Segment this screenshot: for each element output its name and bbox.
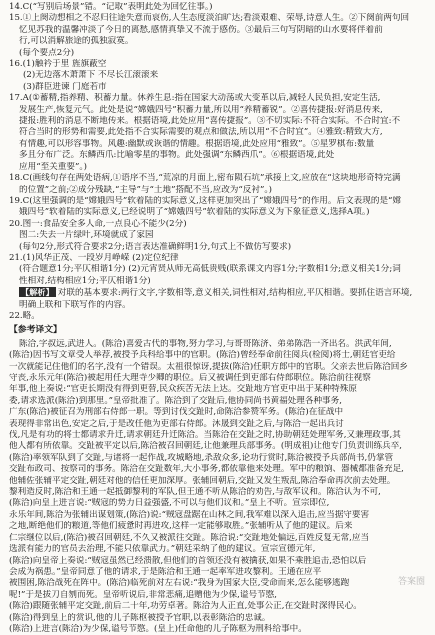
answer-line: (3)群臣进谏 门庭若市 <box>23 81 107 92</box>
translation-line: 守丧,永乐元年(陈洽)被起用任大理寺少卿的职位。后又被调任到吏部右侍郎职位。陈洽前往视察 <box>9 373 371 383</box>
translation-line: 一次就能记住他们的名字,没有一个错误。太祖很惊讶,提拔(陈洽)任职方郎中的官职。父亲去世后陈洽回乡 <box>9 361 408 372</box>
analysis-text: 对联的基本要求:两行文字,字数相等,意义相关,词性相对,结构相应,平仄相谐。要抓住语言环境, <box>57 288 413 299</box>
answer-line: 21.(1)风华正茂、一段岁月峥嵘 (2)定位纪律 <box>9 252 179 263</box>
answer-line: 19.C(这里强调的是“嫦娥四号”软着陆的实际意义,这样更加突出了“嫦娥四号”的作用。后文表现的是“嫦 <box>9 195 402 206</box>
analysis-tag: 【解析】 <box>21 287 54 298</box>
translation-line: 选派有能力的官员去治理,不能只依靠武力。”朝廷采纳了他的建议。宣宗宣德元年, <box>9 544 316 555</box>
translation-line: 表现得非常出色,安定之后,于是改任他为吏部右侍郎。沐晟到交趾之后,与陈洽一起出兵讨 <box>9 418 344 429</box>
translation-line: 他人都有所依靠。交趾被平定以后,陈洽被召回朝廷,让他兼理兵部事务。(明成祖)让他专门负责训练兵卒, <box>9 441 403 452</box>
answer-line: 娥四号”软着陆的实际意义,已经说明了“嫦娥四号”软着陆的实际意义为下象征意义,选择A项。) <box>19 207 370 218</box>
translation-line: (陈洽)上进言(陈洽)为少保,谥号节愍。(皇上)任命他的儿子陈枢为刑科给事中。 <box>9 623 307 634</box>
translation-line: 黎利造反时,陈洽和王通一起抵御黎利的军队,但王通不听从陈洽的劝告,与敌军议和。陈洽认为不可, <box>9 487 381 498</box>
answer-line: 15.①上阕动想相之不忍归往途失意而哀伤,人生态度淡泊旷达;看淡艰难、荣辱,诗意人生。②下阕前两句回 <box>9 13 410 24</box>
answer-line: 18.C(画线句存在两处语病,①语序不当,“荒凉的月面上,密布陨石坑”承接上文,应放在“这块地形奇特完满 <box>9 173 401 184</box>
answer-line: (每个要点2分) <box>19 47 75 58</box>
answer-line: 符合当时的形势和需要,此处指不合实际需要的观点和做法,所以用“不合时宜”。④雅致:精致大方, <box>19 127 383 138</box>
translation-line: (陈洽)向皇帝上奏说:“贼寇虽然已经溃散,但他们的首领还没有被擒获,如果不乘胜追击,恐怕以后 <box>9 555 367 566</box>
answer-line: 忆见苏我的温馨冲淡了今日的离愁,感情真挚又不流于感伤。③最后三句写阴暗的山水要将伴着前 <box>19 24 383 35</box>
translation-line: 永乐年间,陈洽为张辅出谋划策,(陈洽)说:“贼寇盘踞在山林之间,我军难以深入追击,应当据守要害 <box>9 509 370 520</box>
translation-line: 交趾布政司、按察司的事务。陈洽在交趾数年,大小事务,都依靠他来处理。军中的粮饷、器械都准备充足, <box>9 464 404 475</box>
translation-line: 广东(陈洽)被征召为刑部右侍郎一职。等到讨伐交趾时,命陈洽参赞军务。(陈洽)在征战中 <box>9 407 344 418</box>
answer-line: (2)无边落木萧萧下 不尽长江滚滚来 <box>23 70 159 81</box>
answer-line: (每句2分,形式符合要求2分;语言表达准确鲜明1分,句式上不做仿写要求) <box>19 241 292 252</box>
answer-line: 的位置”之前;②成分残缺,“主导”与“土地”搭配不当,应改为“反衬”。) <box>19 184 273 195</box>
translation-line: 他辅佐张辅平定交趾,朝廷对他的信任更加深厚。张辅回朝后,交趾又发生叛乱,陈洽奉命再次前去处理。 <box>9 475 396 486</box>
answer-line: 捷报:胜利的消息不断地传来。根据语境,此处应用“喜传捷报”。③不切实际:不符合实际。不合时宜:不 <box>19 116 401 127</box>
translation-line: (陈洽)率领军队到了交趾,与诸将一起作战,攻城略地,杀敌众多,论功行赏时,陈洽被授予兵部尚书,仍掌管 <box>9 452 394 463</box>
answer-line: 发展生产,恢复元气。此处是说“嫦娥四号”积蓄力量,所以用“养精蓄锐”。②喜传捷报:好消息传来, <box>19 104 383 115</box>
translation-line: 伐,凡是有功的将士都请求升迁,请求朝廷升迁陈洽。当陈洽在交趾之时,协助朝廷处理军务,又兼理政事,其 <box>9 430 401 441</box>
answer-line: 22.略。 <box>9 310 40 321</box>
translation-line: 陈洽,字叔远,武进人。(陈洽)喜爱古代的事物,努力学习,与哥哥陈济、弟弟陈浩一齐出名。洪武年间, <box>19 338 392 349</box>
translation-line: 被围困,陈洽战死在阵中。(陈洽)临死前对左右说:“我身为国家大臣,受命而来,怎么能够逃跑 <box>9 578 350 589</box>
answer-line: 性相对,结构相应1分;平仄相谐1分) <box>19 275 151 286</box>
answer-line: 有情趣,可以形容事物。风趣:幽默或诙谐的情趣。根据语境,此处应用“雅致”。⑤星罗棋布:数量 <box>19 138 375 149</box>
translation-line: 呢!”于是拔刀自刎而死。皇帝听说后,非常悲痛,追赠他为少保,谥号节愍, <box>9 589 277 600</box>
answer-line: 行,可以消解旅途的孤独寂寞。 <box>19 36 134 47</box>
answer-section <box>9 2 427 322</box>
translation-line: 仁宗继位以后,(陈洽)被召回朝廷,不久又被派往交趾。陈洽说:“交趾地处偏远,百姓反复无常,应当 <box>9 532 370 543</box>
translation-line: 之地,断绝他们的粮道,等他们疲惫时再进攻,这样一定能够取胜。”张辅听从了他的建议。后来 <box>9 521 353 532</box>
translation-section <box>9 325 427 635</box>
translation-line: (陈洽)跟随张辅平定交趾,前后二十年,功劳卓著。陈洽为人正直,处事公正,在交趾时深得民心。 <box>9 601 362 612</box>
translation-line: 会成为祸患。”皇帝同意了他的请求,于是陈洽和王通一起率军进攻黎利。王通在应平 <box>9 566 322 577</box>
answer-line: 20.图一:食品安全多人命,一点良心不能少(2分) <box>9 218 187 229</box>
answer-line: 图二:失去一片绿叶,环境就成了家园 <box>19 230 154 241</box>
answer-line: 应用“至关重要”。) <box>19 161 87 172</box>
analysis-line <box>9 287 427 299</box>
translation-line: 年事,他上奏说:“官吏长期没有得到更替,民众疾苦无法上达。交趾地方官吏中出于某种特殊原 <box>9 384 357 395</box>
answer-line: 16.(1)触衿于里 旌旗蔽空 <box>9 59 107 70</box>
translation-line: (陈洽)因书写文章受人举荐,被授予兵科给事中的官职。(陈洽)曾经奉命前往阅兵(检阅)将士,朝廷官吏给 <box>9 350 396 361</box>
translation-heading: 【参考译文】 <box>9 325 62 336</box>
translation-line: 委,请求选派(陈洽)到那里。”皇帝批准了。陈洽到了交趾后,他协同尚书黄福处理各种事务, <box>9 395 342 406</box>
answer-line: 17.A(①蓄精,指养精、积蓄力量。休养生息:指在国家大动荡或大变革以后,减轻人民负担,安定生活, <box>9 93 381 104</box>
watermark-stamp: 答案圈 <box>397 576 425 587</box>
answer-line: 多且分布广泛。东鳞西爪:比喻零星的事物。此处强调“东鳞西爪”。⑥根据语境,此处 <box>19 150 335 161</box>
answer-line: (符合题意1分;平仄相谐1分) (2)元宵贤从师无高低贵贱(联系课文内容1分;字数相1分;意义相关1分;词 <box>19 264 401 275</box>
translation-line: (陈洽)得到皇上的赏识,他的儿子陈枢被授予官职,以表彰陈洽的忠诚。 <box>9 612 271 623</box>
answer-line: 14.C(“写别后场景”错。“记取”表明此处为回忆往事。) <box>9 2 213 12</box>
translation-line: (陈洽)向皇上进言说:“贼寇的势力日益强盛,不可以与他们议和。”皇上不听。宣宗即位, <box>9 498 330 509</box>
analysis-line: 明确上联和下联写作的内容。 <box>19 299 131 310</box>
